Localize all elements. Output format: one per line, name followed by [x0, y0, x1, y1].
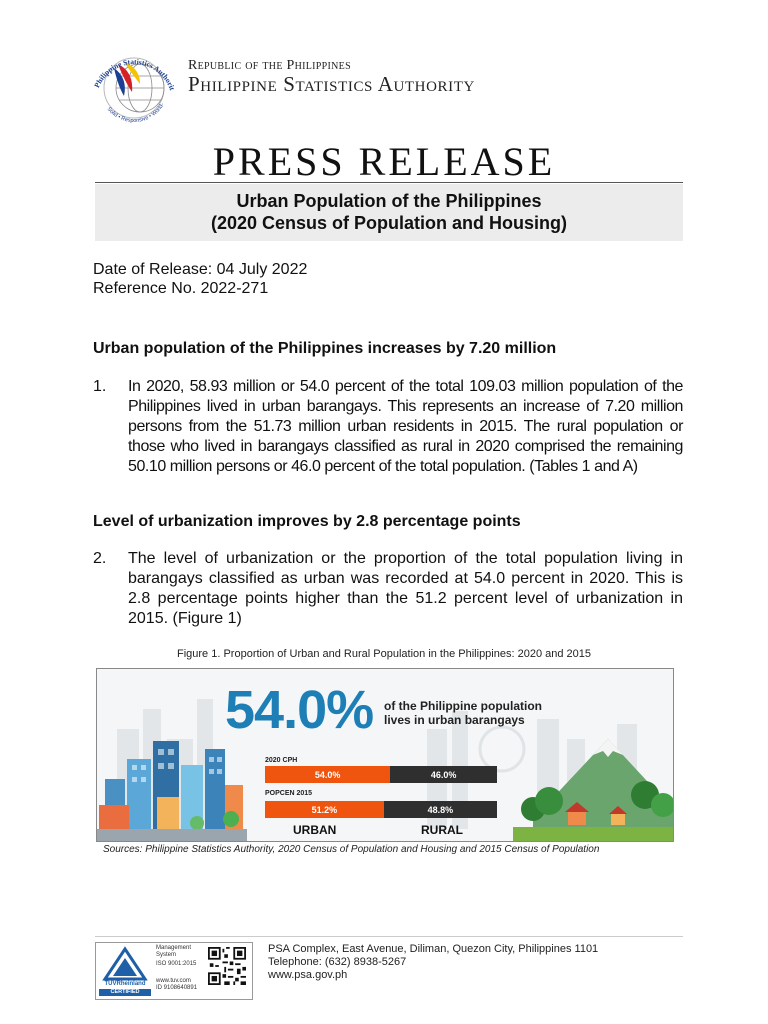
title-box: [95, 184, 683, 241]
paragraph-text: In 2020, 58.93 million or 54.0 percent of the total 109.03 million population of the Philippines lived in urban barangays. This represents an increase of 7.20 million persons from the 51.73 million urban residents in 2015. The rural population or those who lived in barangays classified as rural in 2020 comprised the remaining 50.10 million persons or 46.0 percent of the total population. (Tables 1 and A): [128, 378, 683, 475]
paragraph-number: 2.: [93, 550, 107, 567]
footer-website[interactable]: www.psa.gov.ph: [268, 969, 348, 981]
cert-line-5: ID 9108640891: [156, 985, 198, 991]
footer-address: PSA Complex, East Avenue, Diliman, Quezon City, Philippines 1101: [268, 943, 599, 955]
section-heading-1: Urban population of the Philippines increases by 7.20 million: [93, 340, 557, 357]
cert-line-3: ISO 9001:2015: [156, 961, 197, 967]
paragraph-text: The level of urbanization or the proportion of the total population living in barangays classified as urban was recorded at 54.0 percent in 2020. This is 2.8 percentage points higher than the 51.2 percent level of urbanization in 2015. (Figure 1): [128, 550, 683, 627]
cert-line-1: Management: [156, 945, 192, 951]
footer-contact: [268, 943, 598, 982]
headline-text-line-1: of the Philippine population: [384, 699, 542, 713]
paragraph-2: [93, 549, 683, 629]
rural-legend-label: RURAL: [421, 823, 463, 837]
rural-illustration: [513, 669, 673, 841]
section-heading-2: Level of urbanization improves by 2.8 percentage points: [93, 513, 521, 530]
bar-segment-urban-2020: 54.0%: [265, 766, 390, 783]
psa-seal-logo: [84, 38, 184, 128]
title-line-1: Urban Population of the Philippines: [236, 191, 542, 211]
agency-name: Philippine Statistics Authority: [188, 72, 475, 96]
tuv-brand: TÜVRheinland: [104, 981, 146, 987]
cert-line-4: www.tuv.com: [156, 978, 191, 984]
figure-caption: Figure 1. Proportion of Urban and Rural Population in the Philippines: 2020 and 2015: [177, 648, 591, 660]
headline-text-line-2: lives in urban barangays: [384, 713, 525, 727]
footer-divider: [95, 936, 683, 937]
stacked-bar-2015: [265, 801, 497, 818]
cert-text: [156, 945, 197, 992]
tuv-logo: [99, 946, 151, 996]
reference-number: Reference No. 2022-271: [93, 280, 269, 297]
iso-certification-badge: [95, 942, 253, 1000]
header-subtitle: Republic of the Philippines: [188, 58, 351, 73]
title-line-2: (2020 Census of Population and Housing): [210, 213, 568, 233]
paragraph-1: [93, 377, 683, 477]
cert-line-2: System: [156, 952, 177, 958]
bar-segment-urban-2015: 51.2%: [265, 801, 384, 818]
paragraph-number: 1.: [93, 378, 107, 395]
tuv-certified: CERTIFIED: [110, 989, 140, 995]
bar-segment-rural-2015: 48.8%: [384, 801, 497, 818]
seal-text: Philippine Statistics Authorit: [92, 57, 177, 92]
press-release-heading: PRESS RELEASE: [212, 139, 556, 184]
seal-motto: Solid • Responsive • World-: [105, 102, 166, 125]
bar-label-2015: POPCEN 2015: [265, 790, 313, 797]
bar-label-2020: 2020 CPH: [265, 757, 298, 764]
divider: [95, 182, 683, 183]
stacked-bar-2020: [265, 766, 497, 783]
headline-percentage: 54.0%: [225, 680, 374, 740]
urbanization-infographic: [96, 668, 674, 842]
urban-legend-label: URBAN: [293, 823, 337, 837]
footer-telephone: Telephone: (632) 8938-5267: [268, 956, 407, 968]
release-date: Date of Release: 04 July 2022: [93, 261, 308, 278]
bar-segment-rural-2020: 46.0%: [390, 766, 497, 783]
qr-code-icon: [208, 947, 246, 985]
headline-description: [384, 699, 564, 727]
figure-sources: Sources: Philippine Statistics Authority, 2020 Census of Population and Housing and 2015 Census of Population: [103, 844, 600, 855]
